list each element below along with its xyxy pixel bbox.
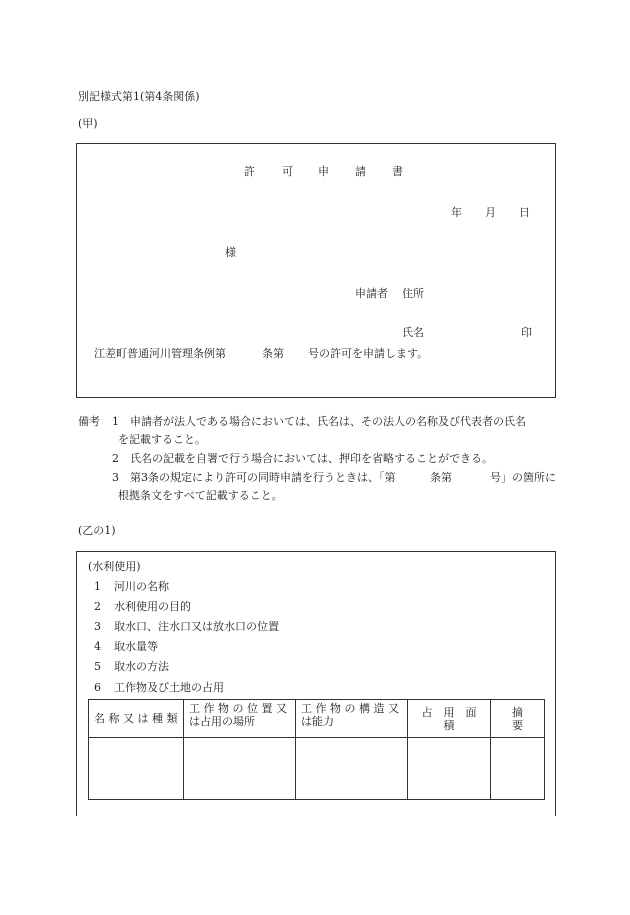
occupancy-table: [88, 699, 545, 800]
note-2-number: 2: [112, 452, 119, 465]
name-label: 氏名: [402, 326, 424, 339]
header-text: 工 作 物 の 位 置 又: [189, 702, 287, 715]
notes-heading: 備考: [78, 415, 100, 428]
cell-remarks[interactable]: [491, 738, 545, 800]
note-3-line1-a: 第3条の規定により許可の同時申請を行うときは、「第: [130, 471, 396, 484]
title-char-3: 申: [318, 165, 329, 178]
item-river-name: 河川の名称: [114, 580, 169, 593]
date-year-label: 年: [451, 206, 462, 219]
note-3-number: 3: [112, 471, 119, 484]
item-6-number: 6: [94, 681, 101, 694]
date-day-label: 日: [519, 206, 530, 219]
request-text-part2: 条第: [262, 347, 284, 360]
item-2-number: 2: [94, 600, 101, 613]
note-3-line2: 根拠条文をすべて記載すること。: [118, 489, 283, 502]
section-b-label: (乙の1): [78, 524, 116, 537]
header-structure-capacity: [296, 700, 408, 738]
item-4-number: 4: [94, 640, 101, 653]
seal-label: 印: [521, 326, 532, 339]
header-remarks: [491, 700, 545, 738]
note-3-line1-b: 条第: [430, 471, 452, 484]
item-intake-location: 取水口、注水口又は放水口の位置: [114, 620, 279, 633]
title-char-2: 可: [282, 165, 293, 178]
header-name-or-type: [89, 700, 184, 738]
note-1-number: 1: [112, 415, 119, 428]
address-label: 住所: [402, 287, 424, 300]
header-text: は占用の場所: [189, 715, 255, 728]
table-row: [89, 738, 545, 800]
applicant-label: 申請者: [355, 287, 388, 300]
request-text-part3: 号の許可を申請します。: [308, 347, 429, 360]
item-intake-amount: 取水量等: [114, 640, 158, 653]
header-text: 摘 要: [512, 705, 545, 732]
header-text: 占 用 面 積: [421, 705, 488, 732]
title-char-1: 許: [244, 165, 255, 178]
note-2-line1: 氏名の記載を自署で行う場合においては、押印を省略することができる。: [130, 452, 493, 465]
request-text-part1: 江差町普通河川管理条例第: [94, 347, 226, 360]
item-1-number: 1: [94, 580, 101, 593]
item-intake-method: 取水の方法: [114, 660, 169, 673]
water-use-subtitle: (水利使用): [88, 560, 141, 573]
header-structure-location: [184, 700, 296, 738]
header-occupied-area: [408, 700, 491, 738]
cell-structure-location[interactable]: [184, 738, 296, 800]
header-text: 工 作 物 の 構 造 又: [301, 702, 399, 715]
item-3-number: 3: [94, 620, 101, 633]
form-title: 別記様式第1(第4条関係): [78, 90, 200, 103]
cell-occupied-area[interactable]: [408, 738, 491, 800]
note-1-line2: を記載すること。: [118, 433, 206, 446]
header-text: は能力: [301, 715, 334, 728]
table-header-row: [89, 700, 545, 738]
cell-name-or-type[interactable]: [89, 738, 184, 800]
note-3-line1-c: 号」の箇所に: [490, 471, 556, 484]
item-purpose: 水利使用の目的: [114, 600, 191, 613]
item-land-occupancy: 工作物及び土地の占用: [114, 681, 224, 694]
cell-structure-capacity[interactable]: [296, 738, 408, 800]
note-1-line1: 申請者が法人である場合においては、氏名は、その法人の名称及び代表者の氏名: [130, 415, 526, 428]
title-char-5: 書: [392, 165, 403, 178]
section-a-label: (甲): [78, 117, 98, 130]
title-char-4: 請: [355, 165, 366, 178]
date-month-label: 月: [485, 206, 496, 219]
item-5-number: 5: [94, 660, 101, 673]
addressee-suffix: 様: [225, 246, 236, 259]
header-text: 名 称 又 は 種 類: [94, 712, 178, 725]
